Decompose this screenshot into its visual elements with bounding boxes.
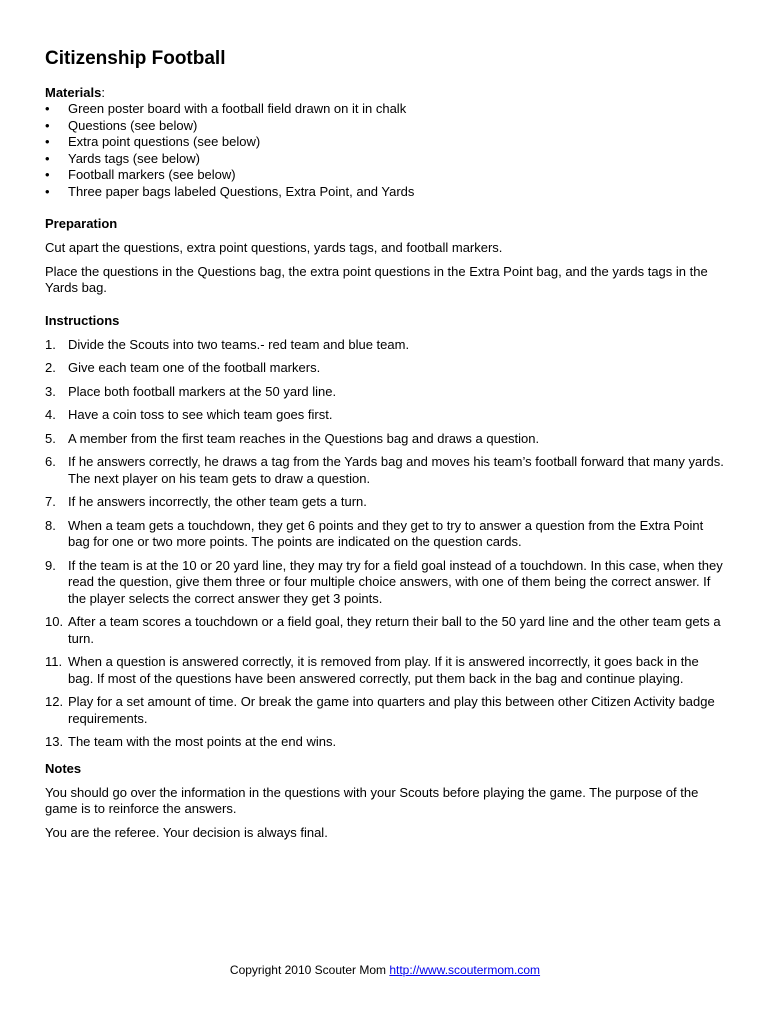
step-text: If the team is at the 10 or 20 yard line, they may try for a field goal instead of a touchdown. In this case, when they read the question, give them three or four multiple choice answers, with one of them being the correct answer. If the player selects the correct answer they get 3 points.	[68, 557, 723, 606]
instructions-list	[45, 337, 725, 751]
list-item: • Questions (see below)	[45, 118, 725, 135]
list-item	[45, 431, 725, 448]
step-text: Have a coin toss to see which team goes first.	[68, 407, 333, 422]
step-text: The team with the most points at the end wins.	[68, 734, 337, 749]
step-text: When a question is answered correctly, it is removed from play. If it is answered incorrectly, it goes back in the bag. If most of the questions have been answered correctly, put them back in the bag and continue playing.	[68, 654, 699, 686]
list-item	[45, 734, 725, 751]
notes-section	[45, 761, 725, 842]
step-text: If he answers incorrectly, the other team gets a turn.	[68, 494, 367, 509]
list-item: • Green poster board with a football field drawn on it in chalk	[45, 101, 725, 118]
step-number: 11.	[45, 654, 63, 669]
step-text: If he answers correctly, he draws a tag from the Yards bag and moves his team’s football forward that many yards. The next player on his team gets to draw a question.	[68, 454, 724, 486]
step-number: 5.	[45, 430, 56, 446]
materials-list	[45, 101, 725, 200]
website-link[interactable]: http://www.scoutermom.com	[389, 963, 541, 977]
page-title: Citizenship Football	[45, 48, 226, 69]
step-number: 10.	[45, 614, 64, 629]
step-number: 9.	[45, 557, 56, 573]
list-item	[45, 614, 725, 647]
step-text: Give each team one of the football markers.	[68, 360, 321, 375]
instructions-section	[45, 313, 725, 751]
list-item	[45, 494, 725, 511]
step-number: 12.	[45, 694, 64, 709]
preparation-heading: Preparation	[45, 216, 118, 231]
step-text: A member from the first team reaches in the Questions bag and draws a question.	[68, 430, 540, 446]
notes-heading: Notes	[45, 760, 82, 776]
preparation-paragraph: Place the questions in the Questions bag, the extra point questions in the Extra Point bag, and the yards tags in the Yards bag.	[45, 263, 708, 295]
notes-paragraph: You are the referee. Your decision is always final.	[45, 824, 328, 840]
step-number: 1.	[45, 336, 56, 352]
preparation-paragraph: Cut apart the questions, extra point questions, yards tags, and football markers.	[45, 240, 503, 255]
materials-section	[45, 84, 725, 200]
list-item	[45, 407, 725, 424]
list-item	[45, 454, 725, 487]
copyright-text: Copyright 2010 Scouter Mom	[229, 963, 390, 977]
step-number: 4.	[45, 407, 56, 422]
step-number: 6.	[45, 454, 56, 469]
step-number: 13.	[45, 734, 64, 749]
step-text: Play for a set amount of time. Or break the game into quarters and play this between other Citizen Activity badge requirements.	[68, 694, 715, 726]
list-item: • Yards tags (see below)	[45, 151, 725, 168]
list-item	[45, 654, 725, 687]
list-item	[45, 384, 725, 401]
document-page	[45, 46, 725, 841]
list-item	[45, 518, 725, 551]
step-text: When a team gets a touchdown, they get 6 points and they get to try to answer a question from the Extra Point bag for one or two more points. The points are indicated on the question cards.	[68, 517, 704, 549]
step-number: 7.	[45, 494, 56, 509]
page-footer	[0, 963, 770, 978]
materials-heading	[45, 84, 725, 101]
instructions-heading: Instructions	[45, 312, 120, 328]
list-item	[45, 558, 725, 608]
step-text: Divide the Scouts into two teams.- red team and blue team.	[68, 336, 410, 352]
list-item: • Football markers (see below)	[45, 167, 725, 184]
notes-paragraph: You should go over the information in the questions with your Scouts before playing the game. The purpose of the game is to reinforce the answers.	[45, 784, 699, 816]
materials-heading-label: Materials	[45, 85, 102, 100]
list-item: • Three paper bags labeled Questions, Extra Point, and Yards	[45, 184, 725, 201]
step-text: Place both football markers at the 50 yard line.	[68, 383, 337, 399]
step-number: 8.	[45, 517, 56, 533]
list-item	[45, 360, 725, 377]
step-number: 2.	[45, 360, 56, 375]
materials-heading-colon: :	[101, 85, 105, 100]
step-number: 3.	[45, 383, 56, 399]
list-item	[45, 337, 725, 354]
list-item: • Extra point questions (see below)	[45, 134, 725, 151]
list-item	[45, 694, 725, 727]
preparation-section	[45, 216, 725, 297]
step-text: After a team scores a touchdown or a field goal, they return their ball to the 50 yard line and the other team gets a turn.	[68, 614, 721, 646]
